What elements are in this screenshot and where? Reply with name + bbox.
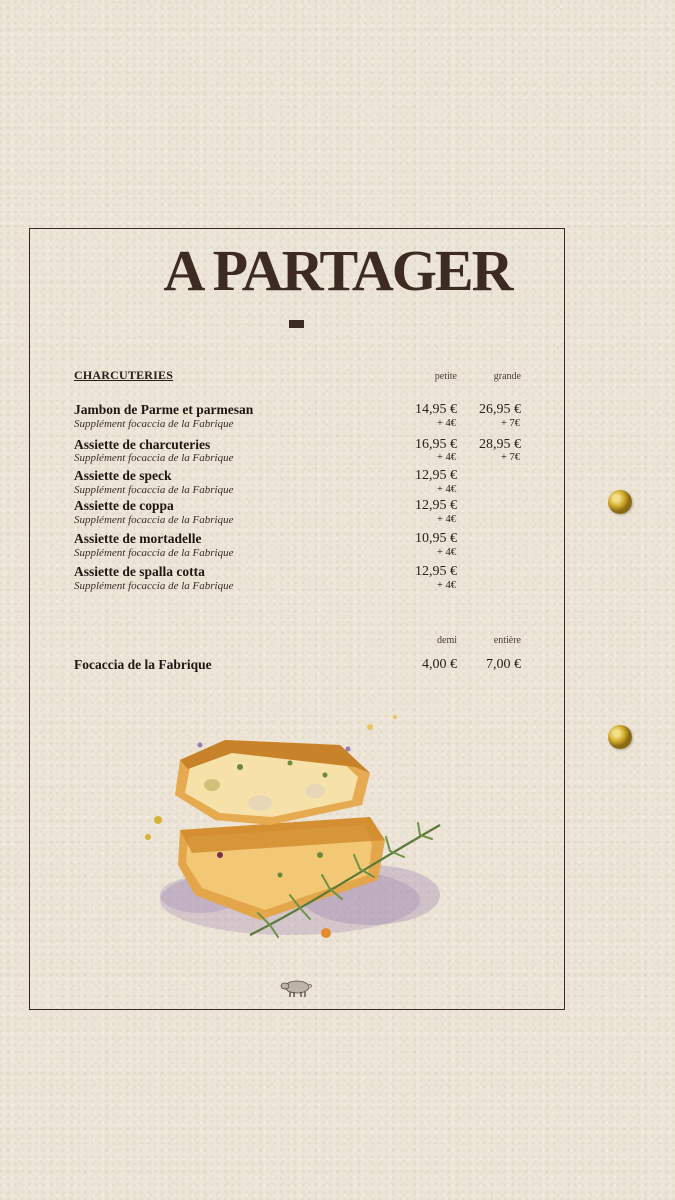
page-title: A PARTAGER [163, 238, 512, 303]
price-grande: 28,95 € [479, 437, 521, 452]
menu-item-name: Assiette de spalla cotta [74, 564, 205, 579]
menu-item-name: Assiette de charcuteries [74, 437, 211, 452]
menu-item-name: Assiette de mortadelle [74, 531, 202, 546]
menu-item-supplement: Supplément focaccia de la Fabrique [74, 452, 234, 464]
menu-item-supplement: Supplément focaccia de la Fabrique [74, 484, 234, 496]
price-petite: 14,95 € [415, 402, 457, 417]
menu-item-name: Jambon de Parme et parmesan [74, 402, 254, 417]
focaccia-illustration [140, 705, 460, 955]
supplement-petite: + 4€ [436, 514, 456, 525]
section-label-charcuteries: CHARCUTERIES [74, 368, 174, 382]
gold-pin-icon [608, 725, 632, 749]
title-dash [289, 320, 304, 328]
column-header-grande: grande [493, 371, 521, 382]
price-petite: 16,95 € [415, 437, 457, 452]
menu-item-supplement: Supplément focaccia de la Fabrique [74, 547, 234, 559]
focaccia-name: Focaccia de la Fabrique [74, 657, 212, 672]
gold-pin-icon [608, 490, 632, 514]
menu-item-name: Assiette de coppa [74, 498, 174, 513]
menu-item-supplement: Supplément focaccia de la Fabrique [74, 514, 234, 526]
supplement-petite: + 4€ [436, 547, 456, 558]
column-header-entiere: entière [493, 635, 521, 646]
menu-item-name: Assiette de speck [74, 468, 172, 483]
menu-item-supplement: Supplément focaccia de la Fabrique [74, 418, 234, 430]
supplement-grande: + 7€ [500, 452, 520, 463]
price-demi: 4,00 € [422, 657, 457, 672]
supplement-petite: + 4€ [436, 580, 456, 591]
supplement-grande: + 7€ [500, 418, 520, 429]
supplement-petite: + 4€ [436, 452, 456, 463]
price-petite: 12,95 € [415, 468, 457, 483]
price-petite: 10,95 € [415, 531, 457, 546]
column-header-petite: petite [434, 371, 457, 382]
column-header-demi: demi [437, 635, 457, 646]
pig-icon [280, 976, 314, 998]
supplement-petite: + 4€ [436, 418, 456, 429]
supplement-petite: + 4€ [436, 484, 456, 495]
menu-item-supplement: Supplément focaccia de la Fabrique [74, 580, 234, 592]
price-petite: 12,95 € [415, 564, 457, 579]
price-grande: 26,95 € [479, 402, 521, 417]
price-petite: 12,95 € [415, 498, 457, 513]
price-entiere: 7,00 € [486, 657, 521, 672]
